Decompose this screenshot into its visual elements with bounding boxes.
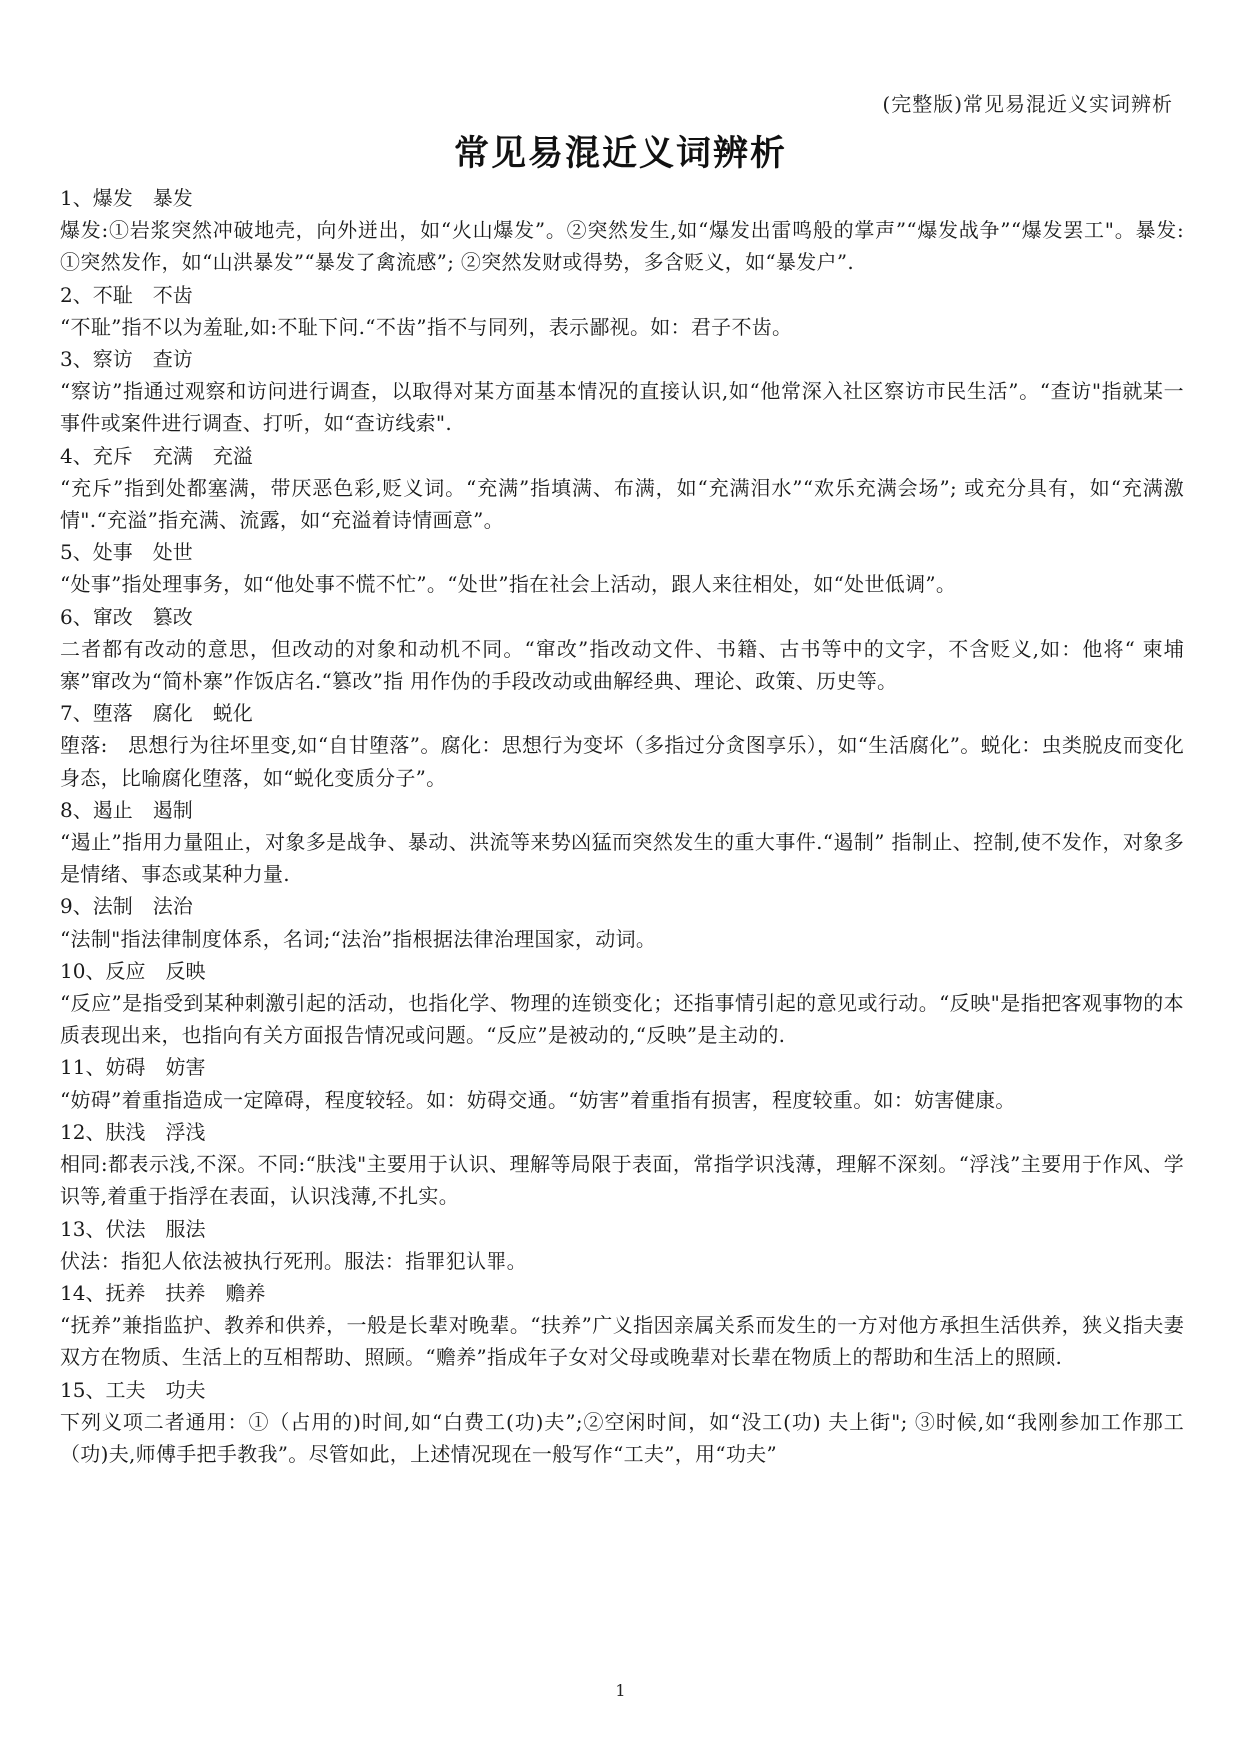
entry-heading: 11、妨碍 妨害 — [60, 1055, 206, 1080]
entry-heading: 8、遏止 遏制 — [60, 797, 193, 822]
entry-heading: 5、处事 处世 — [60, 540, 193, 565]
running-header: (完整版)常见易混近义实词辨析 — [882, 92, 1173, 116]
entry-heading: 2、不耻 不齿 — [60, 282, 193, 307]
entry-heading: 3、察访 查访 — [60, 347, 193, 372]
entry-heading: 10、反应 反映 — [60, 958, 206, 983]
entry-heading: 6、窜改 篡改 — [60, 604, 193, 629]
document-body — [60, 182, 1184, 1470]
entry-10 — [60, 955, 1184, 1052]
entry-body: “妨碍”着重指造成一定障碍，程度较轻。如：妨碍交通。“妨害”着重指有损害，程度较重。如：妨害健康。 — [60, 1087, 1016, 1112]
entry-body: “察访”指通过观察和访问进行调查，以取得对某方面基本情况的直接认识,如“他常深入社区察访市民生活”。“查访"指就某一事件或案件进行调查、打听，如“查访线索". — [60, 379, 1184, 436]
entry-15 — [60, 1374, 1184, 1471]
page-number: 1 — [615, 1681, 626, 1700]
entry-heading: 15、工夫 功夫 — [60, 1377, 206, 1402]
entry-body: “法制"指法律制度体系，名词;“法治”指根据法律治理国家，动词。 — [60, 926, 657, 951]
entry-body: “处事”指处理事务，如“他处事不慌不忙”。“处世”指在社会上活动，跟人来往相处，如“处世低调”。 — [60, 572, 957, 597]
entry-11 — [60, 1051, 1184, 1115]
entry-2 — [60, 279, 1184, 343]
entry-body: 相同:都表示浅,不深。不同:“肤浅"主要用于认识、理解等局限于表面，常指学识浅薄，理解不深刻。“浮浅”主要用于作风、学识等,着重于指浮在表面，认识浅薄,不扎实。 — [60, 1152, 1184, 1209]
entry-13 — [60, 1213, 1184, 1277]
entry-3 — [60, 343, 1184, 440]
entry-9 — [60, 890, 1184, 954]
entry-heading: 14、抚养 扶养 赡养 — [60, 1280, 266, 1305]
entry-5 — [60, 536, 1184, 600]
entry-heading: 7、堕落 腐化 蜕化 — [60, 701, 253, 726]
entry-4 — [60, 440, 1184, 537]
entry-12 — [60, 1116, 1184, 1213]
entry-body: 下列义项二者通用：①（占用的)时间,如“白费工(功)夫”;②空闲时间，如“没工(功) 夫上街"; ③时候,如“我刚参加工作那工（功)夫,师傅手把手教我”。尽管如此，上述情况现在一般写作“工夫”，用“功夫” — [60, 1409, 1184, 1466]
entry-body: 伏法：指犯人依法被执行死刑。服法：指罪犯认罪。 — [60, 1248, 527, 1273]
entry-heading: 9、法制 法治 — [60, 894, 193, 919]
entry-8 — [60, 794, 1184, 891]
entry-body: “遏止”指用力量阻止，对象多是战争、暴动、洪流等来势凶猛而突然发生的重大事件.“遏制” 指制止、控制,使不发作，对象多是情绪、事态或某种力量. — [60, 830, 1184, 887]
entry-14 — [60, 1277, 1184, 1374]
entry-heading: 4、充斥 充满 充溢 — [60, 443, 253, 468]
entry-7 — [60, 697, 1184, 794]
entry-heading: 12、肤浅 浮浅 — [60, 1119, 206, 1144]
document-title: 常见易混近义词辨析 — [453, 134, 787, 174]
entry-body: “抚养”兼指监护、教养和供养，一般是长辈对晚辈。“扶养”广义指因亲属关系而发生的一方对他方承担生活供养，狭义指夫妻双方在物质、生活上的互相帮助、照顾。“赡养”指成年子女对父母或晚辈对长辈在物质上的帮助和生活上的照顾. — [60, 1313, 1184, 1370]
entry-body: 爆发:①岩浆突然冲破地壳，向外迸出，如“火山爆发”。②突然发生,如“爆发出雷鸣般的掌声”“爆发战争”“爆发罢工"。暴发: ①突然发作，如“山洪暴发”“暴发了禽流感”; ②突然发财或得势，多含贬义，如“暴发户”. — [60, 218, 1184, 275]
entry-body: “反应”是指受到某种刺激引起的活动，也指化学、物理的连锁变化；还指事情引起的意见或行动。“反映"是指把客观事物的本质表现出来，也指向有关方面报告情况或问题。“反应”是被动的,“反映”是主动的. — [60, 991, 1184, 1048]
entry-6 — [60, 601, 1184, 698]
entry-heading: 1、爆发 暴发 — [60, 186, 193, 210]
entry-body: 堕落: 思想行为往坏里变,如“自甘堕落”。腐化：思想行为变坏（多指过分贪图享乐），如“生活腐化”。蜕化：虫类脱皮而变化身态，比喻腐化堕落，如“蜕化变质分子”。 — [60, 733, 1184, 790]
entry-1 — [60, 182, 1184, 279]
entry-body: “充斥”指到处都塞满，带厌恶色彩,贬义词。“充满”指填满、布满，如“充满泪水”“欢乐充满会场”; 或充分具有，如“充满激情".“充溢”指充满、流露，如“充溢着诗情画意”。 — [60, 475, 1184, 533]
entry-body: 二者都有改动的意思，但改动的对象和动机不同。“窜改”指改动文件、书籍、古书等中的文字，不含贬义,如：他将“ 柬埔寨”窜改为“简朴寨”作饭店名.“篡改”指 用作伪的手段改动或曲解经典、理论、政策、历史等。 — [60, 636, 1184, 694]
entry-heading: 13、伏法 服法 — [60, 1216, 206, 1241]
entry-body: “不耻”指不以为羞耻,如:不耻下问.“不齿”指不与同列，表示鄙视。如：君子不齿。 — [60, 314, 793, 339]
